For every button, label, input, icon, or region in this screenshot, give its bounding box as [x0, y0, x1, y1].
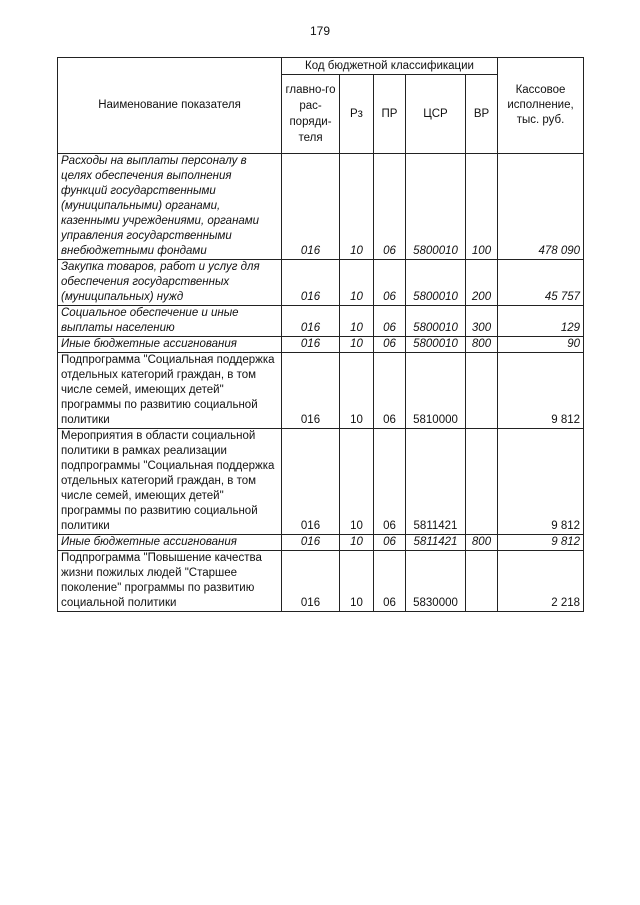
row-name-cell: Мероприятия в области социальной политики в рамках реализации подпрограммы "Социальная поддержка отдельных категорий граждан, в том числе семей, имеющих детей" программы по развитию социальной политики — [58, 429, 282, 535]
row-amount-cell: 90 — [498, 337, 584, 353]
table-row — [58, 551, 584, 612]
table-row — [58, 154, 584, 260]
row-name-cell: Иные бюджетные ассигнования — [58, 535, 282, 551]
row-pr-cell: 06 — [374, 551, 406, 612]
table-header — [58, 58, 584, 154]
row-amount-cell: 9 812 — [498, 535, 584, 551]
table-row — [58, 429, 584, 535]
row-pr-cell: 06 — [374, 306, 406, 337]
row-rz-cell: 10 — [340, 535, 374, 551]
row-amount-cell: 478 090 — [498, 154, 584, 260]
row-main-admin-cell: 016 — [282, 154, 340, 260]
row-name-cell: Иные бюджетные ассигнования — [58, 337, 282, 353]
row-rz-cell: 10 — [340, 337, 374, 353]
row-rz-cell: 10 — [340, 551, 374, 612]
header-main-admin: главно-го рас-поряди-теля — [282, 75, 340, 154]
row-pr-cell: 06 — [374, 353, 406, 429]
row-csr-cell: 5800010 — [406, 337, 466, 353]
table-row — [58, 353, 584, 429]
budget-execution-table — [57, 57, 584, 612]
row-pr-cell: 06 — [374, 260, 406, 306]
row-amount-cell: 9 812 — [498, 353, 584, 429]
row-csr-cell: 5830000 — [406, 551, 466, 612]
row-main-admin-cell: 016 — [282, 306, 340, 337]
row-rz-cell: 10 — [340, 353, 374, 429]
row-vr-cell: 800 — [466, 535, 498, 551]
row-amount-cell: 45 757 — [498, 260, 584, 306]
header-csr: ЦСР — [406, 75, 466, 154]
row-name-cell: Социальное обеспечение и иные выплаты населению — [58, 306, 282, 337]
row-csr-cell: 5800010 — [406, 306, 466, 337]
row-main-admin-cell: 016 — [282, 429, 340, 535]
header-vr: ВР — [466, 75, 498, 154]
row-pr-cell: 06 — [374, 337, 406, 353]
row-csr-cell: 5811421 — [406, 535, 466, 551]
row-main-admin-cell: 016 — [282, 551, 340, 612]
row-rz-cell: 10 — [340, 260, 374, 306]
table-row — [58, 260, 584, 306]
row-vr-cell: 200 — [466, 260, 498, 306]
row-vr-cell — [466, 551, 498, 612]
row-name-cell: Расходы на выплаты персоналу в целях обеспечения выполнения функций государственными (муниципальными) органами, казенными учреждениями, органами управления государственными внебюджетными фондами — [58, 154, 282, 260]
header-budget-classification-code: Код бюджетной классификации — [282, 58, 498, 75]
row-pr-cell: 06 — [374, 154, 406, 260]
header-amount: Кассовое исполнение, тыс. руб. — [498, 58, 584, 154]
row-main-admin-cell: 016 — [282, 535, 340, 551]
row-csr-cell: 5800010 — [406, 260, 466, 306]
row-name-cell: Подпрограмма "Повышение качества жизни пожилых людей "Старшее поколение" программы по развитию социальной политики — [58, 551, 282, 612]
row-rz-cell: 10 — [340, 306, 374, 337]
table-row — [58, 337, 584, 353]
row-vr-cell: 800 — [466, 337, 498, 353]
page-number: 179 — [309, 24, 331, 38]
row-rz-cell: 10 — [340, 429, 374, 535]
row-amount-cell: 9 812 — [498, 429, 584, 535]
row-main-admin-cell: 016 — [282, 337, 340, 353]
row-pr-cell: 06 — [374, 429, 406, 535]
row-csr-cell: 5810000 — [406, 353, 466, 429]
row-vr-cell — [466, 353, 498, 429]
row-pr-cell: 06 — [374, 535, 406, 551]
row-vr-cell — [466, 429, 498, 535]
row-vr-cell: 100 — [466, 154, 498, 260]
table-row — [58, 535, 584, 551]
row-name-cell: Закупка товаров, работ и услуг для обеспечения государственных (муниципальных) нужд — [58, 260, 282, 306]
row-csr-cell: 5800010 — [406, 154, 466, 260]
row-main-admin-cell: 016 — [282, 260, 340, 306]
row-csr-cell: 5811421 — [406, 429, 466, 535]
row-vr-cell: 300 — [466, 306, 498, 337]
row-name-cell: Подпрограмма "Социальная поддержка отдельных категорий граждан, в том числе семей, имеющих детей" программы по развитию социальной политики — [58, 353, 282, 429]
row-main-admin-cell: 016 — [282, 353, 340, 429]
row-amount-cell: 129 — [498, 306, 584, 337]
row-rz-cell: 10 — [340, 154, 374, 260]
header-name: Наименование показателя — [58, 58, 282, 154]
table-body — [58, 154, 584, 612]
header-rz: Рз — [340, 75, 374, 154]
header-pr: ПР — [374, 75, 406, 154]
row-amount-cell: 2 218 — [498, 551, 584, 612]
table-row — [58, 306, 584, 337]
